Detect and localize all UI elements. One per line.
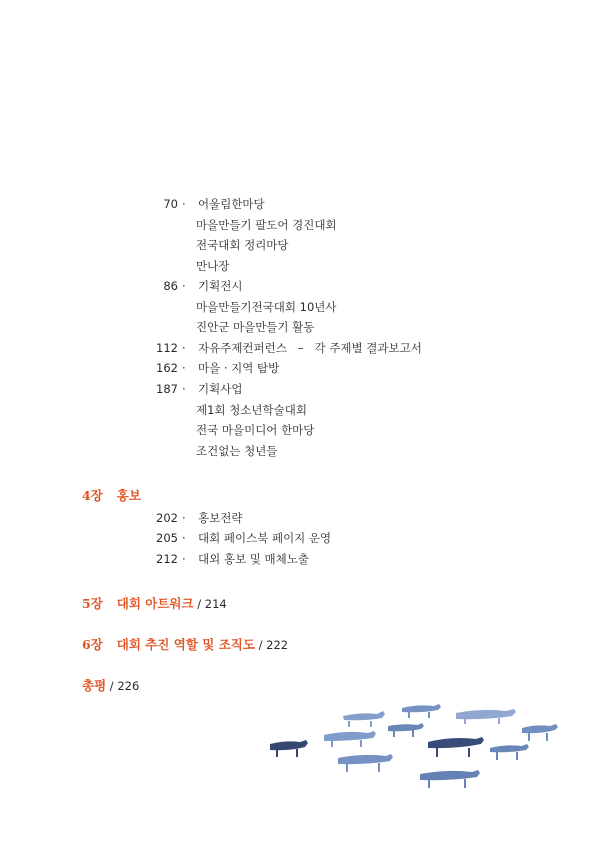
summary-title: 총평 [82,678,107,693]
toc-entry-202: 202 · 홍보전략 [148,511,242,525]
toc-page-number: 112 [156,341,178,355]
chapter-label: 6장 [82,637,103,652]
toc-subentry: 전국대회 정리마당 [196,238,289,252]
cow-icon [343,711,385,727]
chapter-title: 대회 추진 역할 및 조직도 [116,637,255,652]
cow-icon [338,754,393,772]
toc-entry-title: 홍보전략 [198,511,243,525]
chapter-title: 홍보 [116,488,141,503]
toc-entry-title: 마을 · 지역 탐방 [198,361,280,375]
chapter-page: / 214 [193,597,227,611]
toc-entry-86: 86 · 기획전시 [148,279,242,293]
toc-entry-title: 기획전시 [198,279,243,293]
toc-page-number: 162 [156,361,178,375]
cow-icon [456,709,516,724]
cow-icon [428,737,484,757]
toc-subentry: 전국 마을미디어 한마당 [196,423,315,437]
toc-entry-title: 자유주제컨퍼런스 – 각 주제별 결과보고서 [198,341,422,355]
cow-icon [490,744,529,760]
chapter-title: 대회 아트워크 [116,596,194,611]
toc-entry-title: 기획사업 [198,382,243,396]
cow-icon [270,740,308,757]
cow-icon [522,724,558,741]
toc-subentry: 만나장 [196,259,230,273]
chapter-label: 5장 [82,596,103,611]
toc-entry-title: 대외 홍보 및 매체노출 [198,552,309,566]
toc-entry-70: 70 · 어울림한마당 [148,197,265,211]
toc-subentry: 제1회 청소년학술대회 [196,403,307,417]
toc-entry-162: 162 · 마을 · 지역 탐방 [148,361,279,375]
cow-icon [324,731,376,747]
toc-subentry: 마을만들기전국대회 10년사 [196,300,337,314]
cow-icon [420,770,480,788]
toc-entry-title: 어울림한마당 [198,197,265,211]
toc-entry-205: 205 · 대회 페이스북 페이지 운영 [148,531,331,545]
toc-page-number: 70 [163,197,178,211]
toc-subentry: 진안군 마을만들기 활동 [196,320,315,334]
chapter-page: / 222 [254,638,289,652]
toc-page-number: 86 [163,279,178,293]
summary-page: / 226 [106,679,140,693]
toc-entry-212: 212 · 대외 홍보 및 매체노출 [148,552,309,566]
toc-subentry: 마을만들기 팔도어 경진대회 [196,218,337,232]
toc-page-number: 205 [156,531,178,545]
toc-page-number: 202 [156,511,178,525]
toc-subentry: 조건없는 청년들 [196,444,278,458]
chapter-label: 4장 [82,488,103,503]
toc-page-number: 187 [156,382,178,396]
toc-page-number: 212 [156,552,178,566]
toc-entry-title: 대회 페이스북 페이지 운영 [198,531,332,545]
toc-entry-187: 187 · 기획사업 [148,382,242,396]
toc-entry-112: 112 · 자유주제컨퍼런스 – 각 주제별 결과보고서 [148,341,422,355]
cow-icon [402,704,441,718]
cow-icon [388,723,424,737]
